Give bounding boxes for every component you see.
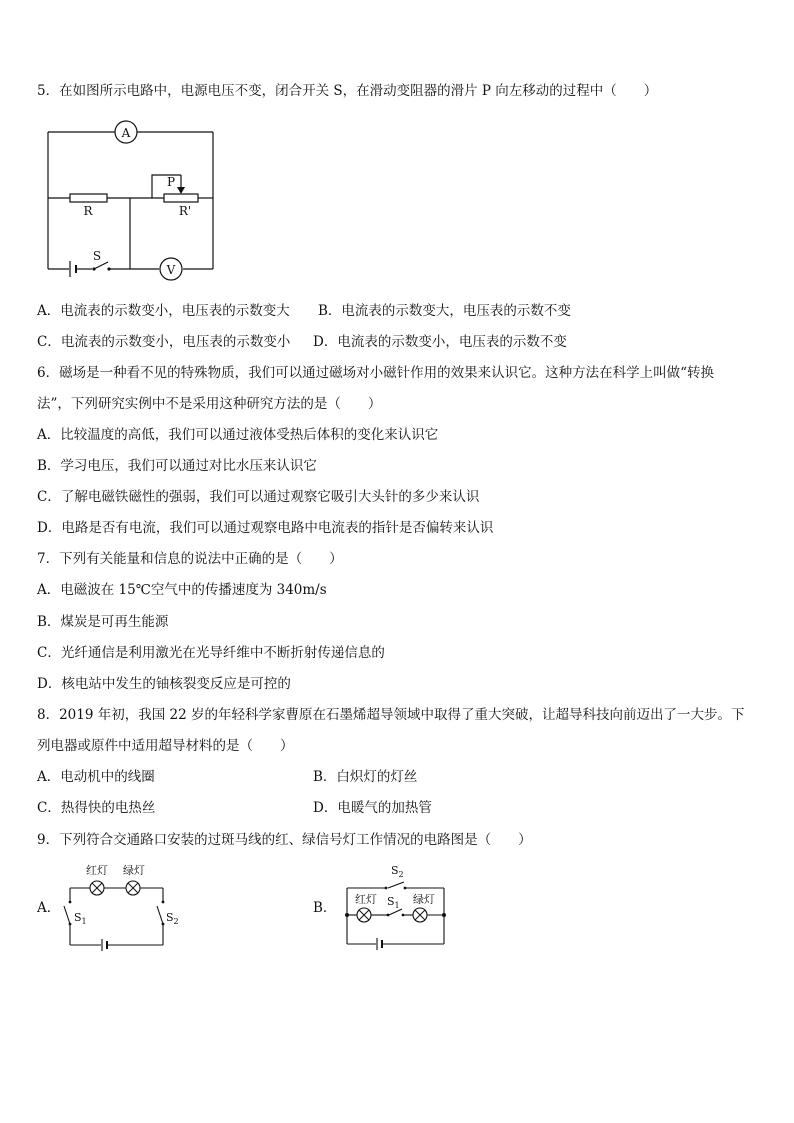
switch-s2-label-b: $S_2$ bbox=[391, 864, 404, 879]
q7-option-a: A．电磁波在 15℃空气中的传播速度为 340m/s bbox=[37, 582, 327, 598]
green-lamp-label: 绿灯 bbox=[123, 864, 145, 877]
rheostat-label: R' bbox=[178, 204, 192, 218]
q5-circuit-diagram bbox=[40, 118, 240, 283]
q6-stem-line1: 6．磁场是一种看不见的特殊物质，我们可以通过磁场对小磁针作用的效果来认识它。这种方法在科学上叫做“转换 bbox=[37, 365, 714, 381]
q5-option-d: D．电流表的示数变小，电压表的示数不变 bbox=[313, 334, 567, 350]
q5-stem: 5．在如图所示电路中，电源电压不变，闭合开关 S，在滑动变阻器的滑片 P 向左移动的过程中（ ） bbox=[37, 83, 658, 99]
q7-option-d: D．核电站中发生的铀核裂变反应是可控的 bbox=[37, 676, 291, 692]
q8-option-d: D．电暖气的加热管 bbox=[313, 800, 432, 816]
q5-option-c: C．电流表的示数变小，电压表的示数变小 bbox=[37, 334, 291, 350]
q7-stem: 7．下列有关能量和信息的说法中正确的是（ ） bbox=[37, 551, 343, 567]
q5-option-b: B．电流表的示数变大，电压表的示数不变 bbox=[318, 303, 571, 319]
q6-stem-line2: 法”，下列研究实例中不是采用这种研究方法的是（ ） bbox=[37, 396, 382, 412]
switch-s bbox=[92, 249, 110, 271]
q6-option-a: A．比较温度的高低，我们可以通过液体受热后体积的变化来认识它 bbox=[37, 427, 439, 443]
resistor-r-label: R bbox=[83, 204, 93, 218]
q9-option-a-label: A． bbox=[37, 900, 61, 916]
red-lamp-label-b: 红灯 bbox=[355, 893, 377, 906]
q6-option-d: D．电路是否有电流，我们可以通过观察电路中电流表的指针是否偏转来认识 bbox=[37, 520, 494, 536]
q6-option-b: B．学习电压，我们可以通过对比水压来认识它 bbox=[37, 458, 317, 474]
q8-stem-line2: 列电器或原件中适用超导材料的是（ ） bbox=[37, 738, 294, 754]
ammeter-label: A bbox=[121, 126, 131, 140]
rheostat bbox=[164, 194, 198, 202]
q8-option-a: A．电动机中的线圈 bbox=[37, 769, 155, 785]
switch-s1-label-b: $S_1$ bbox=[387, 895, 400, 910]
q9-circuit-b bbox=[342, 858, 454, 953]
q7-option-c: C．光纤通信是利用激光在光导纤维中不断折射传递信息的 bbox=[37, 645, 385, 661]
voltmeter-label: V bbox=[166, 263, 176, 277]
battery-symbol bbox=[70, 261, 76, 277]
green-lamp-label-b: 绿灯 bbox=[413, 893, 435, 906]
q6-option-c: C．了解电磁铁磁性的强弱，我们可以通过观察它吸引大头针的多少来认识 bbox=[37, 489, 480, 505]
q8-stem-line1: 8．2019 年初，我国 22 岁的年轻科学家曹原在石墨烯超导领域中取得了重大突破，让超导科技向前迈出了一大步。下 bbox=[37, 707, 745, 723]
q9-stem: 9．下列符合交通路口安装的过斑马线的红、绿信号灯工作情况的电路图是（ ） bbox=[37, 832, 532, 848]
voltmeter-symbol bbox=[160, 258, 182, 280]
red-lamp-label: 红灯 bbox=[86, 864, 108, 877]
switch-s2-label: $S_2$ bbox=[166, 911, 179, 926]
q7-option-b: B．煤炭是可再生能源 bbox=[37, 614, 169, 630]
resistor-r bbox=[70, 194, 107, 202]
q5-option-a: A．电流表的示数变小，电压表的示数变大 bbox=[37, 303, 290, 319]
q8-option-c: C．热得快的电热丝 bbox=[37, 800, 156, 816]
switch-s1-label: $S_1$ bbox=[74, 911, 87, 926]
q9-circuit-a bbox=[58, 858, 179, 950]
q9-option-b-label: B． bbox=[313, 900, 337, 916]
q8-option-b: B．白炽灯的灯丝 bbox=[313, 769, 418, 785]
ammeter-symbol bbox=[115, 121, 137, 143]
switch-s-label: S bbox=[92, 249, 102, 263]
slider-p-label: P bbox=[166, 175, 176, 189]
